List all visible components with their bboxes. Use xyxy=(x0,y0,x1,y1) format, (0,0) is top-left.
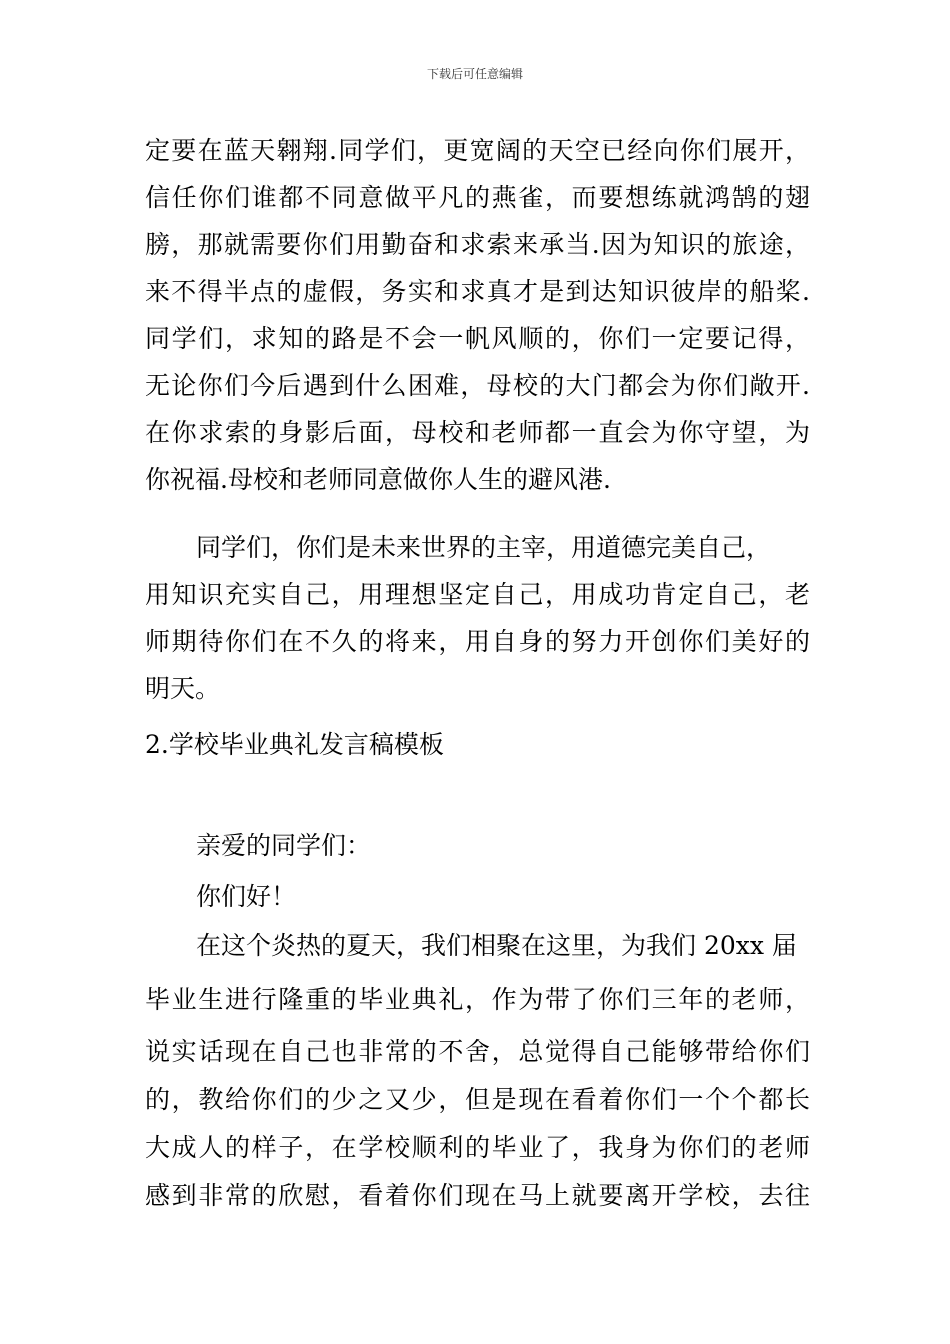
body-line: 明天。 xyxy=(145,674,221,703)
body-line: 用知识充实自己，用理想坚定自己，用成功肯定自己，老 xyxy=(145,580,810,609)
section-heading: 2.学校毕业典礼发言稿模板 xyxy=(145,730,444,759)
body-line: 来不得半点的虚假，务实和求真才是到达知识彼岸的船桨. xyxy=(145,277,810,306)
header-note: 下载后可任意编辑 xyxy=(426,67,523,81)
body-line: 定要在蓝天翱翔.同学们，更宽阔的天空已经向你们展开， xyxy=(145,136,810,165)
paragraph-start-line: 同学们，你们是未来世界的主宰，用道德完美自己， xyxy=(196,533,772,562)
body-line: 说实话现在自己也非常的不舍，总觉得自己能够带给你们 xyxy=(145,1037,810,1066)
salutation: 亲爱的同学们： xyxy=(196,831,372,860)
body-line: 同学们，求知的路是不会一帆风顺的，你们一定要记得， xyxy=(145,324,810,353)
body-line: 膀，那就需要你们用勤奋和求索来承当.因为知识的旅途， xyxy=(145,230,810,259)
body-line: 毕业生进行隆重的毕业典礼，作为带了你们三年的老师， xyxy=(145,985,810,1014)
body-line: 师期待你们在不久的将来，用自身的努力开创你们美好的 xyxy=(145,627,810,656)
body-line: 信任你们谁都不同意做平凡的燕雀，而要想练就鸿鹄的翅 xyxy=(145,183,810,212)
body-line: 无论你们今后遇到什么困难，母校的大门都会为你们敞开. xyxy=(145,371,810,400)
body-line: 在你求索的身影后面，母校和老师都一直会为你守望，为 xyxy=(145,418,810,447)
body-line: 的，教给你们的少之又少，但是现在看着你们一个个都长 xyxy=(145,1085,810,1114)
body-line: 感到非常的欣慰，看着你们现在马上就要离开学校，去往 xyxy=(145,1181,810,1210)
paragraph-start-line: 在这个炎热的夏天，我们相聚在这里，为我们 20xx 届 xyxy=(196,931,797,960)
body-line: 你祝福.母校和老师同意做你人生的避风港. xyxy=(145,465,611,494)
body-line: 大成人的样子，在学校顺利的毕业了，我身为你们的老师 xyxy=(145,1133,810,1162)
greeting: 你们好！ xyxy=(196,882,297,911)
